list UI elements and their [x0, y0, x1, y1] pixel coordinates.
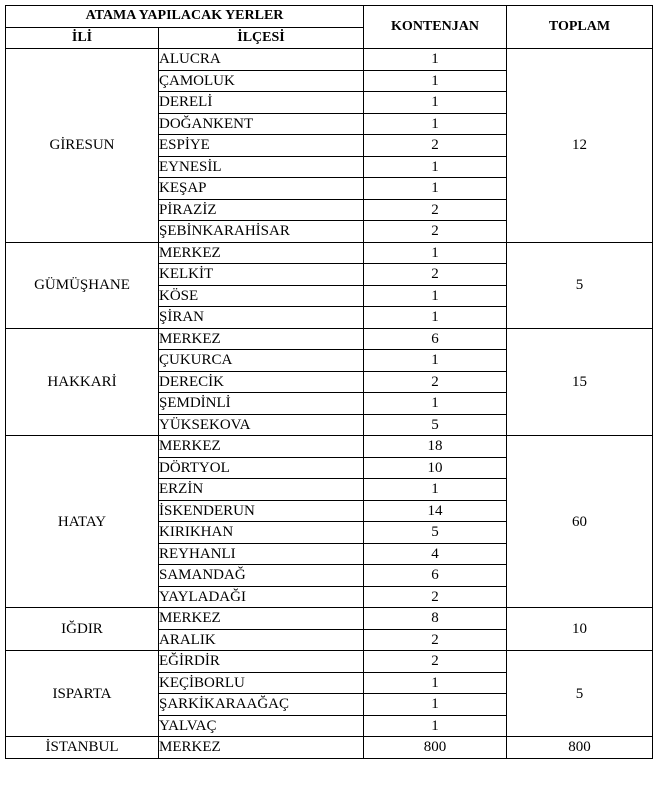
table-row	[6, 737, 653, 759]
quota-cell: 2	[364, 221, 507, 243]
header-kontenjan: KONTENJAN	[364, 6, 507, 49]
quota-cell: 6	[364, 328, 507, 350]
quota-cell: 2	[364, 199, 507, 221]
assignment-table	[5, 5, 653, 759]
document-page	[5, 5, 653, 759]
quota-cell: 5	[364, 522, 507, 544]
province-cell: GÜMÜŞHANE	[6, 242, 159, 328]
province-cell: GİRESUN	[6, 49, 159, 243]
quota-cell: 2	[364, 586, 507, 608]
district-cell: EYNESİL	[159, 156, 364, 178]
district-cell: DOĞANKENT	[159, 113, 364, 135]
quota-cell: 1	[364, 178, 507, 200]
district-cell: YAYLADAĞI	[159, 586, 364, 608]
total-cell: 800	[507, 737, 653, 759]
total-cell: 10	[507, 608, 653, 651]
quota-cell: 8	[364, 608, 507, 630]
quota-cell: 1	[364, 672, 507, 694]
table-row	[6, 49, 653, 71]
quota-cell: 1	[364, 92, 507, 114]
district-cell: KIRIKHAN	[159, 522, 364, 544]
quota-cell: 1	[364, 715, 507, 737]
district-cell: DERECİK	[159, 371, 364, 393]
quota-cell: 18	[364, 436, 507, 458]
district-cell: YÜKSEKOVA	[159, 414, 364, 436]
district-cell: DERELİ	[159, 92, 364, 114]
quota-cell: 1	[364, 49, 507, 71]
district-cell: ERZİN	[159, 479, 364, 501]
district-cell: MERKEZ	[159, 737, 364, 759]
quota-cell: 2	[364, 135, 507, 157]
quota-cell: 1	[364, 242, 507, 264]
district-cell: SAMANDAĞ	[159, 565, 364, 587]
table-body	[6, 49, 653, 759]
quota-cell: 1	[364, 113, 507, 135]
quota-cell: 1	[364, 393, 507, 415]
district-cell: ÇUKURCA	[159, 350, 364, 372]
table-header	[6, 6, 653, 49]
total-cell: 12	[507, 49, 653, 243]
header-ili: İLİ	[6, 27, 159, 49]
quota-cell: 2	[364, 651, 507, 673]
district-cell: MERKEZ	[159, 328, 364, 350]
district-cell: ALUCRA	[159, 49, 364, 71]
district-cell: ŞİRAN	[159, 307, 364, 329]
district-cell: ARALIK	[159, 629, 364, 651]
quota-cell: 2	[364, 371, 507, 393]
province-cell: HATAY	[6, 436, 159, 608]
district-cell: ŞARKİKARAAĞAÇ	[159, 694, 364, 716]
province-cell: IĞDIR	[6, 608, 159, 651]
district-cell: PİRAZİZ	[159, 199, 364, 221]
quota-cell: 800	[364, 737, 507, 759]
quota-cell: 14	[364, 500, 507, 522]
quota-cell: 6	[364, 565, 507, 587]
total-cell: 60	[507, 436, 653, 608]
quota-cell: 10	[364, 457, 507, 479]
district-cell: MERKEZ	[159, 608, 364, 630]
district-cell: DÖRTYOL	[159, 457, 364, 479]
province-cell: HAKKARİ	[6, 328, 159, 436]
header-ilcesi: İLÇESİ	[159, 27, 364, 49]
total-cell: 5	[507, 242, 653, 328]
province-cell: ISPARTA	[6, 651, 159, 737]
district-cell: İSKENDERUN	[159, 500, 364, 522]
table-row	[6, 242, 653, 264]
quota-cell: 1	[364, 479, 507, 501]
quota-cell: 1	[364, 70, 507, 92]
quota-cell: 1	[364, 350, 507, 372]
total-cell: 15	[507, 328, 653, 436]
quota-cell: 1	[364, 285, 507, 307]
district-cell: KEŞAP	[159, 178, 364, 200]
district-cell: REYHANLI	[159, 543, 364, 565]
quota-cell: 4	[364, 543, 507, 565]
province-cell: İSTANBUL	[6, 737, 159, 759]
quota-cell: 2	[364, 629, 507, 651]
quota-cell: 1	[364, 156, 507, 178]
quota-cell: 5	[364, 414, 507, 436]
district-cell: ŞEBİNKARAHİSAR	[159, 221, 364, 243]
district-cell: KEÇİBORLU	[159, 672, 364, 694]
quota-cell: 1	[364, 307, 507, 329]
district-cell: KELKİT	[159, 264, 364, 286]
district-cell: MERKEZ	[159, 436, 364, 458]
table-row	[6, 651, 653, 673]
table-row	[6, 436, 653, 458]
district-cell: EĞİRDİR	[159, 651, 364, 673]
header-toplam: TOPLAM	[507, 6, 653, 49]
district-cell: KÖSE	[159, 285, 364, 307]
quota-cell: 2	[364, 264, 507, 286]
header-atama-yapilacak-yerler: ATAMA YAPILACAK YERLER	[6, 6, 364, 28]
table-row	[6, 608, 653, 630]
district-cell: YALVAÇ	[159, 715, 364, 737]
district-cell: MERKEZ	[159, 242, 364, 264]
quota-cell: 1	[364, 694, 507, 716]
district-cell: ÇAMOLUK	[159, 70, 364, 92]
district-cell: ESPİYE	[159, 135, 364, 157]
total-cell: 5	[507, 651, 653, 737]
table-row	[6, 328, 653, 350]
district-cell: ŞEMDİNLİ	[159, 393, 364, 415]
